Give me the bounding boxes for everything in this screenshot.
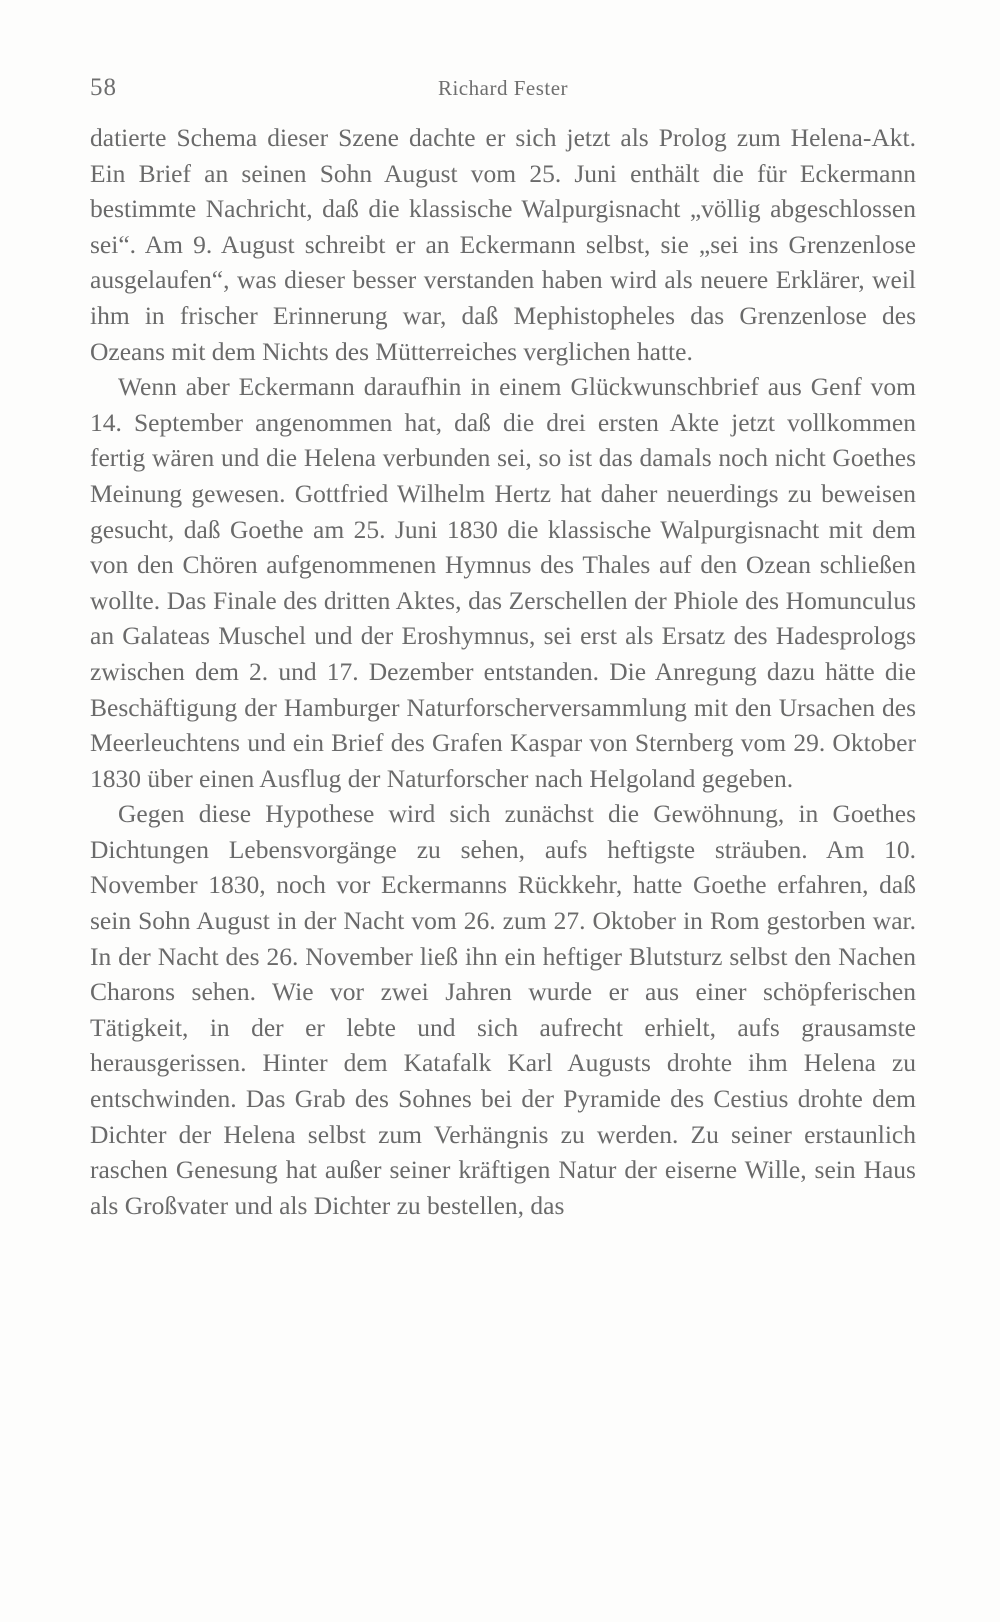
paragraph-2: Wenn aber Eckermann daraufhin in einem Glückwunschbrief aus Genf vom 14. September angenommen hat, daß die drei ersten Akte jetzt vollkommen fertig wären und die Helena verbunden sei, so ist das damals noch nicht Goethes Meinung gewesen. Gottfried Wilhelm Hertz hat daher neuerdings zu beweisen gesucht, daß Goethe am 25. Juni 1830 die klassische Walpurgisnacht mit dem von den Chören aufgenommenen Hymnus des Thales auf den Ozean schließen wollte. Das Finale des dritten Aktes, das Zerschellen der Phiole des Homunculus an Galateas Muschel und der Eroshymnus, sei erst als Ersatz des Hadesprologs zwischen dem 2. und 17. Dezember entstanden. Die Anregung dazu hätte die Beschäftigung der Hamburger Naturforscherversammlung mit den Ursachen des Meerleuchtens und ein Brief des Grafen Kaspar von Sternberg vom 29. Oktober 1830 über einen Ausflug der Naturforscher nach Helgoland gegeben. xyxy=(90,372,916,793)
running-head xyxy=(90,74,916,108)
page-number: 58 xyxy=(90,74,117,101)
running-title: Richard Fester xyxy=(437,76,569,100)
body-text xyxy=(90,120,916,1223)
paragraph-1: datierte Schema dieser Szene dachte er sich jetzt als Prolog zum Helena-Akt. Ein Brief an seinen Sohn August vom 25. Juni enthält die für Eckermann bestimmte Nachricht, daß die klassische Walpurgisnacht „völlig abgeschlossen sei“. Am 9. August schreibt er an Eckermann selbst, sie „sei ins Grenzenlose ausgelaufen“, was dieser besser verstanden haben wird als neuere Erklärer, weil ihm in frischer Erinnerung war, daß Mephistopheles das Grenzenlose des Ozeans mit dem Nichts des Mütterreiches verglichen hatte. xyxy=(90,123,916,366)
paragraph-3: Gegen diese Hypothese wird sich zunächst die Gewöhnung, in Goethes Dichtungen Lebensvorgänge zu sehen, aufs heftigste sträuben. Am 10. November 1830, noch vor Eckermanns Rückkehr, hatte Goethe erfahren, daß sein Sohn August in der Nacht vom 26. zum 27. Oktober in Rom gestorben war. In der Nacht des 26. November ließ ihn ein heftiger Blutsturz selbst den Nachen Charons sehen. Wie vor zwei Jahren wurde er aus einer schöpferischen Tätigkeit, in der er lebte und sich aufrecht erhielt, aufs grausamste herausgerissen. Hinter dem Katafalk Karl Augusts drohte ihm Helena zu entschwinden. Das Grab des Sohnes bei der Pyramide des Cestius drohte dem Dichter der Helena selbst zum Verhängnis zu werden. Zu seiner erstaunlich raschen Genesung hat außer seiner kräftigen Natur der eiserne Wille, sein Haus als Großvater und als Dichter zu bestellen, das xyxy=(90,799,916,1220)
